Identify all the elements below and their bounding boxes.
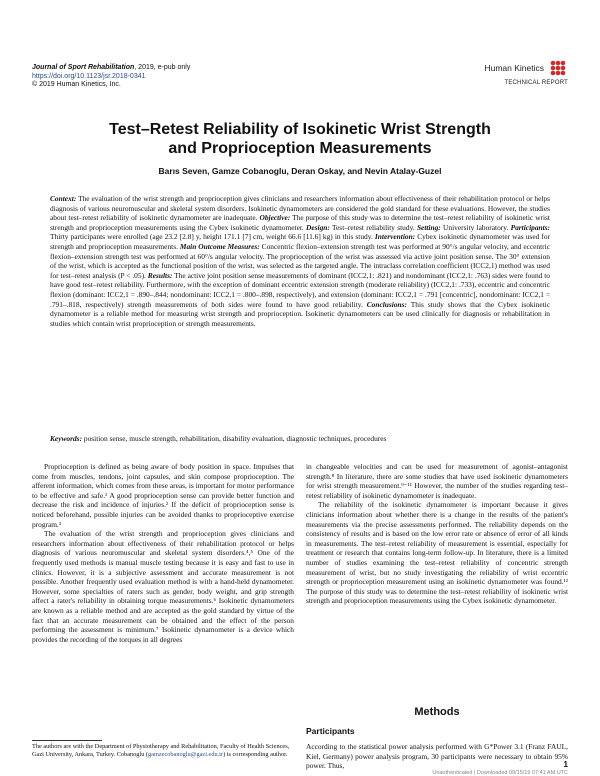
paragraph: According to the statistical power analysis performed with G*Power 3.1 (Franz FAUL, Kiel, Germany) power analysis program, 30 participants were necessary to obtain 95% power. Thus, [306,742,568,771]
publisher-block [484,58,568,86]
context-text: The evaluation of the wrist strength and proprioception gives clinicians and researchers information about effectiveness of their rehabilitation protocol or helps diagnosis of various neuromuscular and skeletal system disorders. Isokinetic dynamometers are considered the gold standard for these evaluations. However, the studies about test–retest reliability of isokinetic dynamometer are inadequate. [50,194,550,223]
participants-text: Thirty participants were enrolled (age 23.2 [2.8] y, height 171.1 [7] cm, weight 66.6 [11.6] kg) in this study. [50,232,375,242]
section-heading-methods: Methods [414,706,460,718]
conclusions-label: Conclusions: [366,299,407,309]
page-number: 1 [563,760,568,769]
conclusions-text: This study shows that the Cybex isokinetic dynamometer is a reliable method for measuring wrist strength and proprioception. Isokinetic dynamometers can be used clinically for diagnosis or rehabilitation in studies which contain wrist proprioception or strength measurements. [50,299,550,328]
methods-text [306,742,568,771]
abstract [50,194,550,328]
footnote-text-end: ) is corresponding author. [223,751,288,758]
publisher-logo-icon [548,58,568,78]
journal-name: Journal of Sport Rehabilitation [32,64,135,71]
journal-year: , 2019, e-pub only [134,64,191,71]
article-type: TECHNICAL REPORT [504,80,568,86]
paragraph: The evaluation of the wrist strength and proprioception gives clinicians and researchers information about effectiveness of their rehabilitation protocol or helps diagnosis of various neuromuscular and skeletal system disorders.⁴,⁵ One of the frequently used methods is manual muscle testing because it is easy and fast to use in clinics. However, it is a subjective assessment and accurate measurement is not possible. Another frequently used evaluation method is with a hand-held dynamometer. However, some specialties of raters such as gender, body weight, and grip strength affect a rater's reliability in obtaining torque measurements.⁶ Isokinetic dynamometers are known as a reliable method and are accepted as the gold standard by virtue of the fact that an accurate measurement can be obtained and the effect of the person performing the assessment is minimum.⁷ Isokinetic dynamometer is a device which provides the recording of the torques in all degrees [32,529,294,644]
body-column-left [32,462,294,644]
subsection-heading-participants: Participants [306,726,355,736]
journal-citation [32,64,190,73]
setting-label: Setting: [416,222,441,232]
design-text: Test–retest reliability study. [329,222,417,232]
setting-text: University laboratory. [440,222,511,232]
body-column-right [306,462,568,606]
results-label: Results: [147,270,173,280]
objective-text: The purpose of this study was to determine the test–retest reliability of isokinetic wrist strength and proprioception measurements using the Cybex isokinetic dynamometer. [50,213,550,232]
author-footnote [32,743,294,759]
participants-label: Participants: [510,222,551,232]
paragraph: Proprioception is defined as being aware of body position in space. Impulses that come from muscles, tendons, joint capsules, and skin compose proprioception. The afferent information, which comes from these areas, is important for motor performance to be effective and safe.¹ A good proprioception sense can provide better function and decrease the risk and incidence of injuries.² If the deficit of proprioception sense is noticed beforehand, possible injuries can be avoided thanks to proprioceptive exercise program.³ [32,462,294,529]
paragraph: The reliability of the isokinetic dynamometer is important because it gives clinicians information about whether there is a change in the results of the patient's measurements via the precise assessments performed. The reliability depends on the consistency of results and is based on the low error rate or absence of error of all kinds in measurements. The test–retest reliability of measurement is essential, especially for treatment or research that contains long-term follow-up. In literature, there is a limited number of studies examining the test–retest reliability of concentric strength measurement of wrist, but no study investigating the reliability of wrist eccentric strength or proprioception measurement using an isokinetic dynamometer was found.¹² The purpose of this study was to determine the test–retest reliability of isokinetic wrist strength and proprioception measurements using the Cybex isokinetic dynamometer. [306,500,568,606]
author-list: Barıs Seven, Gamze Cobanoglu, Deran Oskay, and Nevin Atalay-Guzel [158,166,442,176]
title-line-1: Test–Retest Reliability of Isokinetic Wrist Strength [109,121,491,138]
footnote-divider [32,740,102,741]
download-note: Unauthenticated | Downloaded 09/15/19 07:41 AM UTC [432,770,568,776]
outcome-label: Main Outcome Measures: [179,241,260,251]
paragraph: in changeable velocities and can be used for measurement of agonist–antagonist strength.⁸ In literature, there are some studies that have used isokinetic dynamometers for wrist strength measurement.⁹⁻¹¹ However, the number of the studies regarding test–retest reliability of isokinetic dynamometer is inadequate. [306,462,568,500]
objective-label: Objective: [259,213,291,223]
context-label: Context: [50,194,77,203]
doi-link[interactable]: https://doi.org/10.1123/jsr.2018-0341 [32,72,146,80]
copyright: © 2019 Human Kinetics, Inc. [32,81,121,88]
publisher-name: Human Kinetics [484,63,544,73]
keywords [50,434,550,444]
intervention-label: Intervention: [374,232,416,242]
keywords-label: Keywords: [50,434,83,443]
results-text: The active joint position sense measurements of dominant (ICC2,1: .821) and nondominant (ICC2,1: .763) sides were found to have good test–retest reliability. Furthermore, with the exception of dominant eccentric extension strength (moderate reliability) (ICC2,1: .733), eccentric and concentric flexion (dominant: ICC2,1 = .890–.844; nondominant: ICC2,1 = .800–.898, respectively), and extension (dominant: ICC2,1 = .791 [concentric], nondominant: ICC2,1 = .791–.818, respectively) strength measurements of both sides were found to have good reliability. [50,270,550,309]
design-label: Design: [306,222,330,232]
outcome-text: Concentric flexion–extension strength test was performed at 90°/s angular velocity, and eccentric flexion–extension strength test was performed at 60°/s angular velocity. The proprioception of the wrist was assessed via active joint position sense. The 30° extension of the wrist, which is accepted as the functional position of the wrist, was selected as the targeted angle. The intraclass correlation coefficient (ICC2,1) method was used for test–retest analysis (P < .05). [50,241,550,280]
journal-header [32,64,190,90]
title-line-2: and Proprioception Measurements [168,140,432,157]
article-title [0,120,600,158]
intervention-text: Cybex isokinetic dynamometer was used for strength and proprioception measurements. [50,232,550,251]
email-link[interactable]: gamzecobanoglu@gazi.edu.tr [148,751,224,758]
keywords-text: position sense, muscle strength, rehabilitation, disability evaluation, diagnostic techniques, procedures [82,434,387,443]
footnote-text: The authors are with the Department of Physiotherapy and Rehabilitation, Faculty of Health Sciences, Gazi University, Ankara, Turkey. Cobanoglu ( [32,743,290,758]
